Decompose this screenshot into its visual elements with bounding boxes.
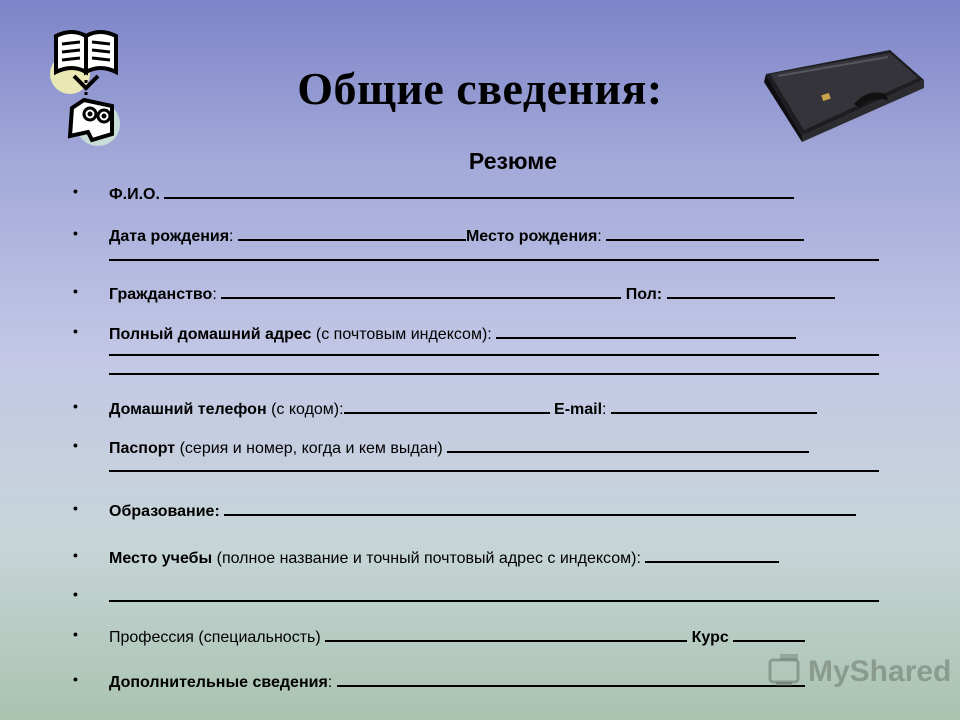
birth-place-field[interactable] (606, 224, 804, 241)
bullet: • (73, 437, 78, 453)
study-place-label: Место учебы (109, 550, 213, 567)
course-field[interactable] (733, 625, 805, 642)
bullet: • (73, 671, 78, 687)
bullet: • (73, 225, 78, 241)
birth-date-label: Дата рождения (109, 228, 230, 245)
additional-label: Дополнительные сведения (109, 674, 328, 691)
education-label: Образование: (109, 503, 220, 520)
bullet: • (73, 283, 78, 299)
bullet: • (73, 626, 78, 642)
passport-field[interactable] (447, 436, 809, 453)
citizenship-label: Гражданство (109, 286, 213, 303)
birth-place-label: Место рождения (465, 228, 598, 245)
gender-field[interactable] (667, 282, 835, 299)
birth-place-sep: : (597, 228, 602, 245)
page-title: Общие сведения: (297, 63, 663, 114)
watermark-text: MyShared (808, 655, 952, 688)
email-field[interactable] (611, 397, 817, 414)
passport-hint: (серия и номер, когда и кем выдан) (179, 440, 443, 457)
address-hint: (с почтовым индексом): (315, 326, 492, 343)
phone-hint: (с кодом): (271, 401, 344, 418)
additional-field[interactable] (337, 670, 805, 687)
birth-date-field[interactable] (238, 224, 466, 241)
bullet: • (73, 323, 78, 339)
birth-place-field-cont[interactable] (109, 259, 879, 261)
address-field-cont-1[interactable] (109, 354, 879, 356)
phone-field[interactable] (344, 397, 550, 414)
email-label: E-mail (554, 401, 603, 418)
course-label: Курс (691, 629, 729, 646)
study-place-hint: (полное название и точный почтовый адрес с индексом): (216, 550, 641, 567)
bullet: • (73, 500, 78, 516)
fio-field[interactable] (164, 182, 794, 199)
bullet: • (73, 547, 78, 563)
bullet: • (73, 183, 78, 199)
address-field[interactable] (496, 322, 796, 339)
form-subtitle: Резюме (468, 148, 558, 174)
passport-label: Паспорт (109, 440, 176, 457)
phone-label: Домашний телефон (109, 401, 267, 418)
bullet: • (73, 398, 78, 414)
study-place-field-cont[interactable] (109, 600, 879, 602)
address-label: Полный домашний адрес (109, 326, 312, 343)
bullet: • (73, 586, 78, 602)
passport-field-cont[interactable] (109, 470, 879, 472)
profession-field[interactable] (325, 625, 687, 642)
address-field-cont-2[interactable] (109, 373, 879, 375)
citizenship-sep: : (212, 286, 217, 303)
birth-date-sep: : (229, 228, 234, 245)
additional-sep: : (327, 674, 333, 691)
gender-label: Пол: (625, 286, 663, 303)
profession-label: Профессия (специальность) (109, 629, 321, 646)
fio-label: Ф.И.О. (109, 186, 160, 203)
education-field[interactable] (224, 499, 856, 516)
study-place-field[interactable] (645, 546, 779, 563)
email-sep: : (602, 401, 607, 418)
citizenship-field[interactable] (221, 282, 621, 299)
